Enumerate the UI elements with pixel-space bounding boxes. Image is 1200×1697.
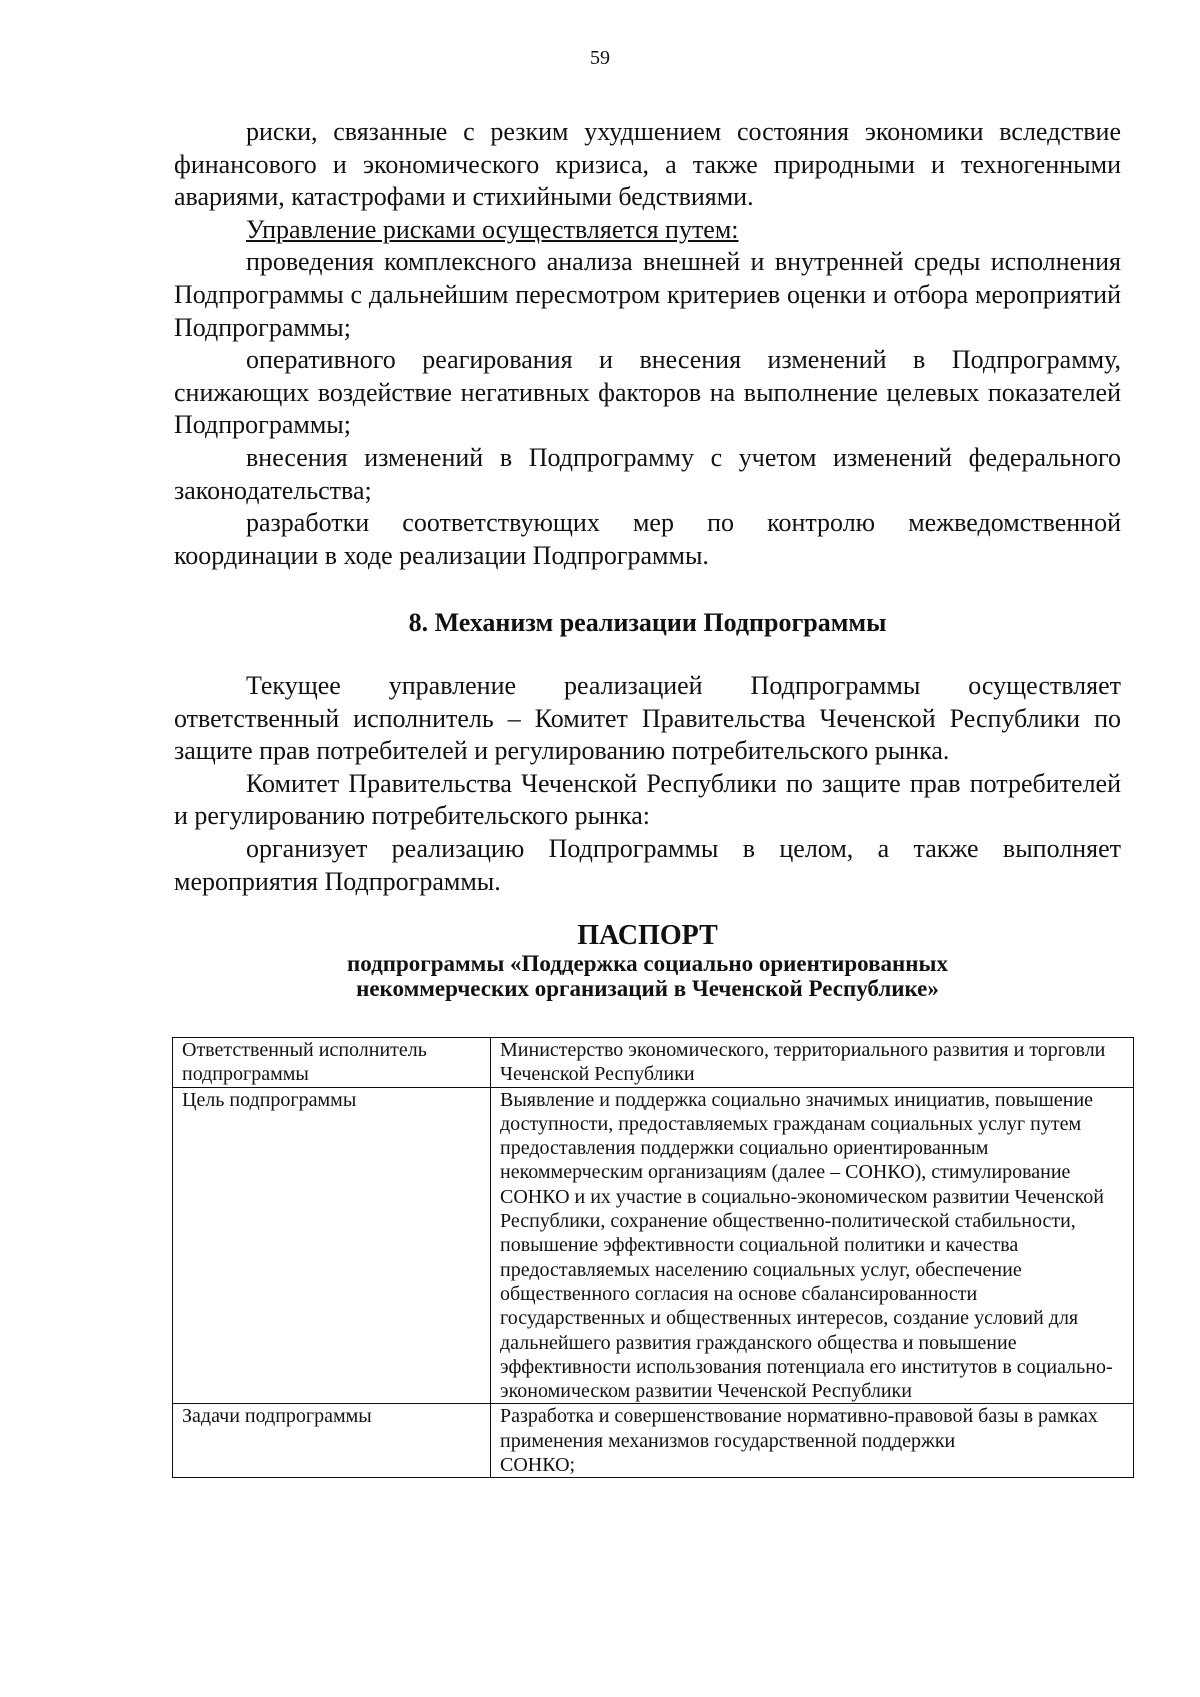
- row-label-tasks: Задачи подпрограммы: [173, 1404, 491, 1478]
- paragraph-organizes: организует реализацию Подпрограммы в целом, а также выполняет мероприятия Подпрограммы.: [174, 833, 1121, 896]
- section-heading: 8. Механизм реализации Подпрограммы: [408, 608, 887, 637]
- passport-subtitle-line-2: некоммерческих организаций в Чеченской Республике»: [356, 976, 939, 1001]
- paragraph-operational-response: оперативного реагирования и внесения изменений в Подпрограмму, снижающих воздействие негативных факторов на выполнение целевых показателей Подпрограммы;: [174, 345, 1121, 440]
- paragraph-risks: риски, связанные с резким ухудшением состояния экономики вследствие финансового и экономического кризиса, а также природными и техногенными авариями, катастрофами и стихийными бедствиями.: [174, 117, 1121, 212]
- row-label-responsible: Ответственный исполнитель подпрограммы: [173, 1038, 491, 1088]
- row-label-goal: Цель подпрограммы: [173, 1087, 491, 1404]
- paragraph-coordination-measures: разработки соответствующих мер по контролю межведомственной координации в ходе реализации Подпрограммы.: [174, 508, 1121, 570]
- paragraph-current-management: Текущее управление реализацией Подпрограммы осуществляет ответственный исполнитель – Комитет Правительства Чеченской Республики по защите прав потребителей и регулированию потребительского рынка.: [174, 671, 1121, 766]
- row-value-responsible: Министерство экономического, территориального развития и торговли Чеченской Республики: [491, 1038, 1134, 1088]
- row-value-goal: Выявление и поддержка социально значимых инициатив, повышение доступности, предоставляемых гражданам социальных услуг путем предоставления поддержки социально ориентированным некоммерческим организациям (далее – СОНКО), стимулирование СОНКО и их участие в социально-экономическом развитии Чеченской Республики, сохранение общественно-политической стабильности, повышение эффективности социальной политики и качества предоставляемых населению социальных услуг, обеспечение общественного согласия на основе сбалансированности государственных и общественных интересов, создание условий для дальнейшего развития гражданского общества и повышение эффективности использования потенциала его институтов в социально-экономическом развитии Чеченской Республики: [491, 1087, 1134, 1404]
- passport-subtitle: [174, 951, 1121, 1001]
- paragraph-legislation-changes: внесения изменений в Подпрограмму с учетом изменений федерального законодательства;: [174, 442, 1121, 505]
- implementation-mechanism-section: [174, 670, 1121, 898]
- paragraph-analysis: проведения комплексного анализа внешней и внутренней среды исполнения Подпрограммы с дальнейшим пересмотром критериев оценки и отбора мероприятий Подпрограммы;: [174, 247, 1121, 342]
- risk-management-intro-text: Управление рисками осуществляется путем:: [246, 214, 739, 244]
- row-value-tasks-text-cont: СОНКО;: [500, 1454, 576, 1477]
- table-row: [173, 1038, 1134, 1088]
- table-row: [173, 1087, 1134, 1404]
- passport-subtitle-line-1: подпрограммы «Поддержка социально ориентированных: [346, 951, 948, 976]
- paragraph-risk-management-intro: [174, 214, 1121, 247]
- row-value-tasks: [491, 1404, 1134, 1478]
- risk-management-section: [174, 116, 1121, 572]
- passport-table: [172, 1037, 1134, 1478]
- paragraph-committee: Комитет Правительства Чеченской Республики по защите прав потребителей и регулированию потребительского рынка:: [174, 768, 1121, 831]
- table-row: [173, 1404, 1134, 1478]
- page-number: 59: [590, 47, 610, 69]
- passport-title: ПАСПОРТ: [577, 920, 718, 951]
- row-value-tasks-text: Разработка и совершенствование нормативно-правовой базы в рамках применения механизмов государственной поддержки: [500, 1405, 1098, 1452]
